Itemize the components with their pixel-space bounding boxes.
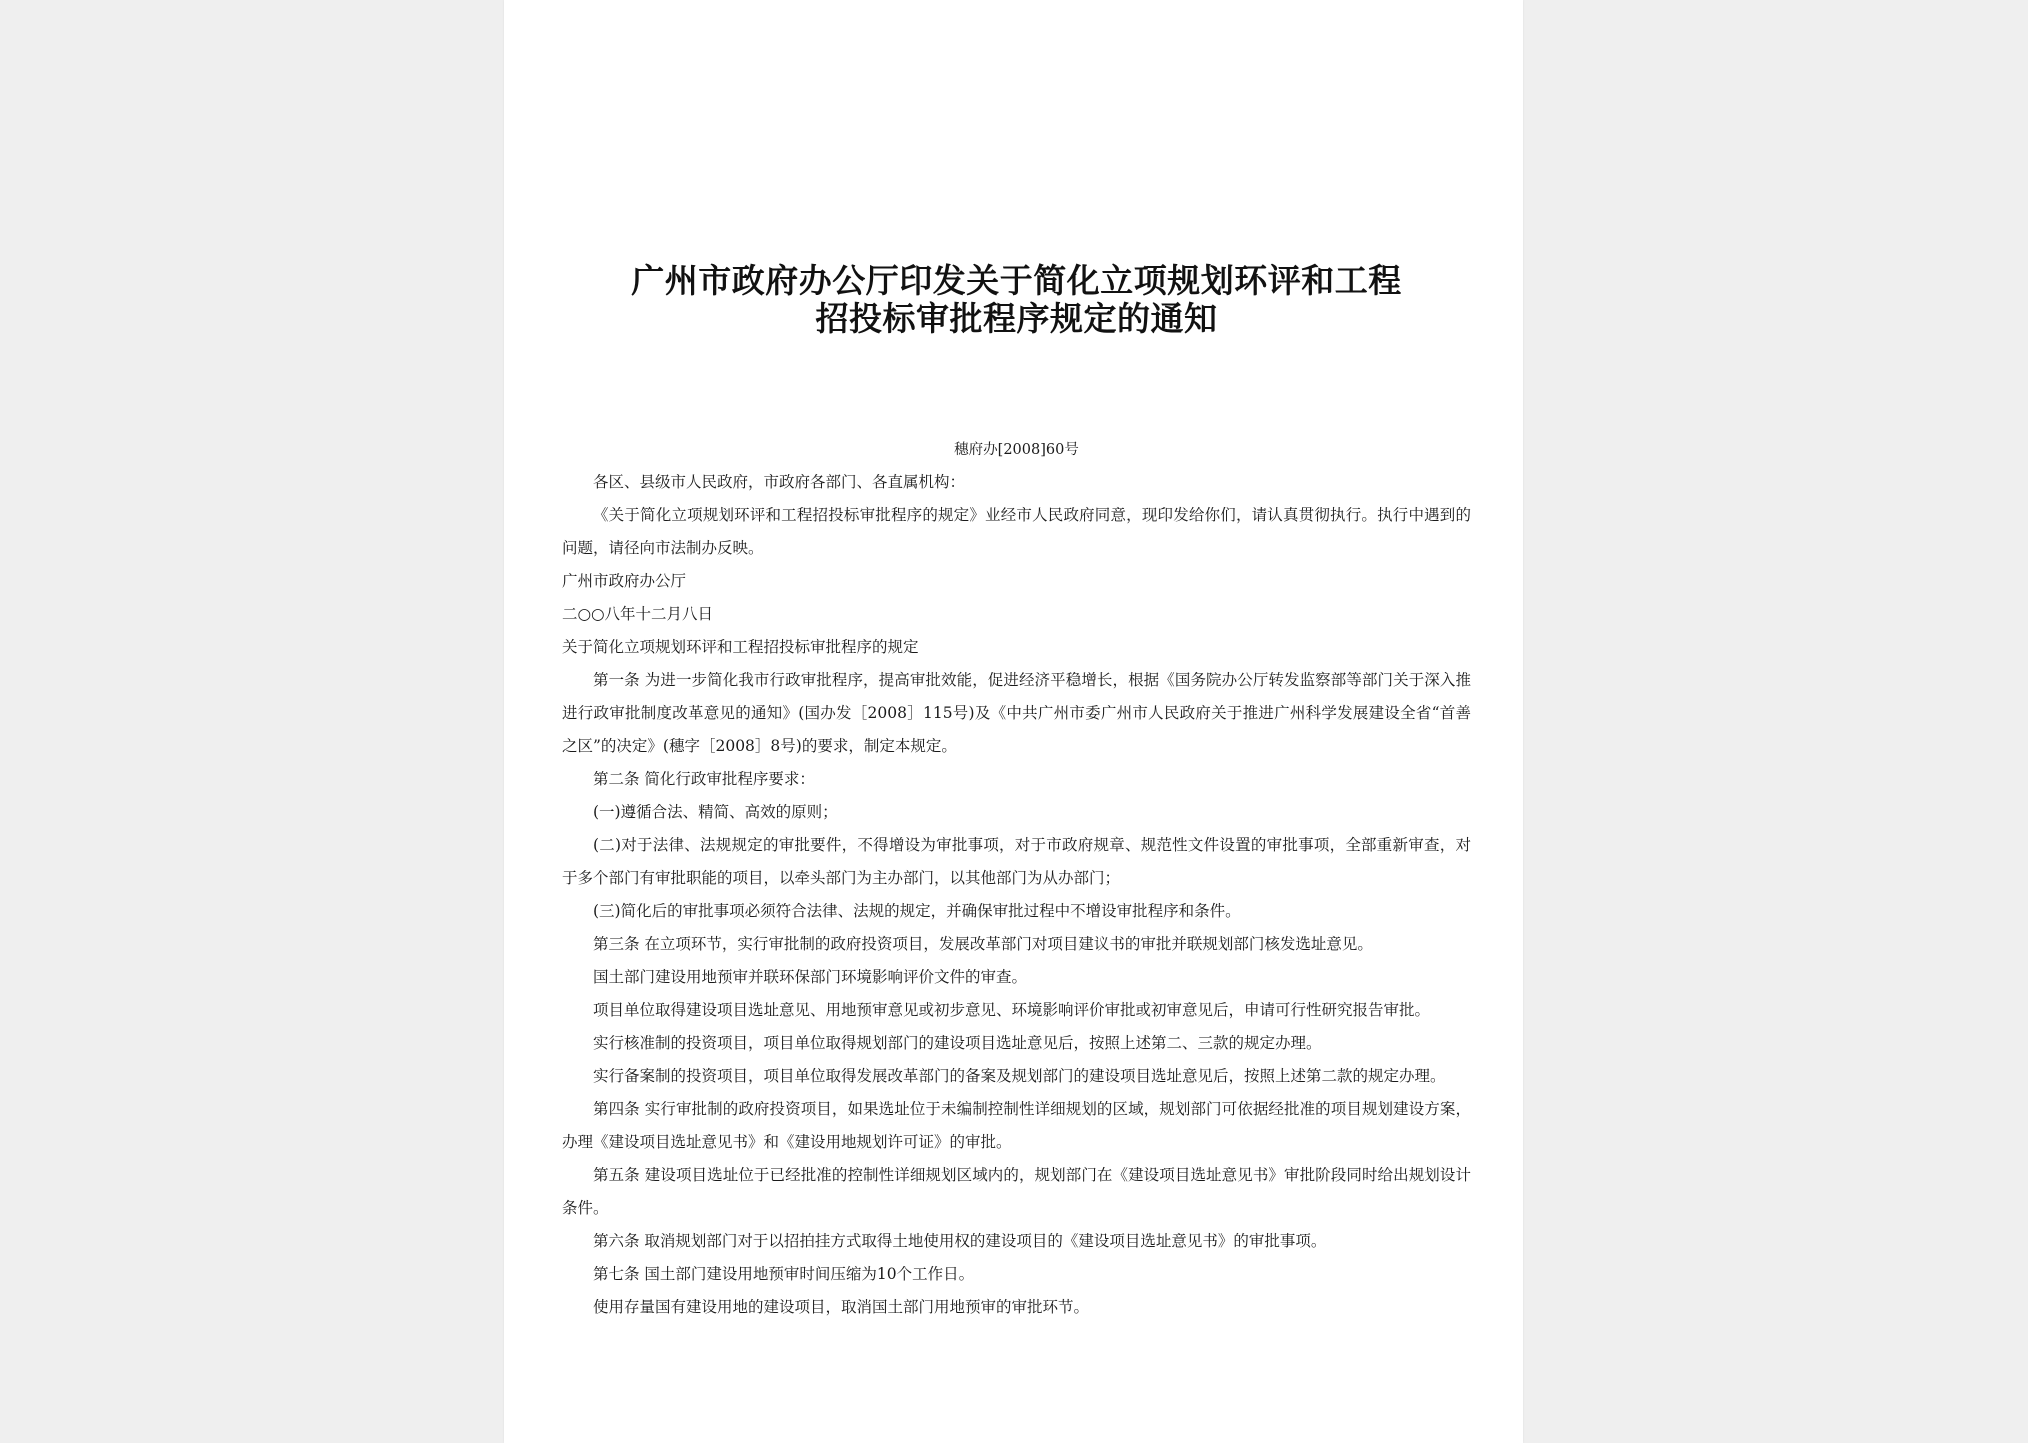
document-number: 穗府办[2008]60号 <box>954 442 1079 458</box>
title-line-2: 招投标审批程序规定的通知 <box>815 299 1218 338</box>
paragraph-article-2-item-1: (一)遵循合法、精简、高效的原则； <box>593 803 838 821</box>
addressee: 各区、县级市人民政府，市政府各部门、各直属机构： <box>593 473 966 491</box>
paragraph-article-1: 第一条 为进一步简化我市行政审批程序，提高审批效能，促进经济平稳增长，根据《国务院办公厅转发监察部等部门关于深入推进行政审批制度改革意见的通知》(国办发［2008］115号)及《中共广州市委广州市人民政府关于推进广州科学发展建设全省“首善之区”的决定》(穗字［2008］8号)的要求，制定本规定。 <box>562 671 1471 755</box>
paragraph-article-7-clause-2: 使用存量国有建设用地的建设项目，取消国土部门用地预审的审批环节。 <box>593 1298 1090 1316</box>
document-page <box>504 0 1523 1443</box>
paragraph-article-2-item-3: (三)简化后的审批事项必须符合法律、法规的规定，并确保审批过程中不增设审批程序和条件。 <box>593 902 1241 920</box>
issue-date: 二○○八年十二月八日 <box>562 605 714 623</box>
paragraph-article-2: 第二条 简化行政审批程序要求： <box>593 770 815 788</box>
paragraph-article-6: 第六条 取消规划部门对于以招拍挂方式取得土地使用权的建设项目的《建设项目选址意见书》的审批事项。 <box>593 1232 1327 1250</box>
paragraph-article-3-clause-2: 国土部门建设用地预审并联环保部门环境影响评价文件的审查。 <box>593 968 1028 986</box>
paragraph-article-3-clause-3: 项目单位取得建设项目选址意见、用地预审意见或初步意见、环境影响评价审批或初审意见后，申请可行性研究报告审批。 <box>593 1001 1431 1019</box>
document-body <box>562 466 1471 1324</box>
issuer: 广州市政府办公厅 <box>562 572 687 590</box>
title-line-1: 广州市政府办公厅印发关于简化立项规划环评和工程 <box>631 261 1402 300</box>
paragraph-article-2-item-2: (二)对于法律、法规规定的审批要件，不得增设为审批事项，对于市政府规章、规范性文件设置的审批事项，全部重新审查，对于多个部门有审批职能的项目，以牵头部门为主办部门，以其他部门为从办部门； <box>562 836 1471 887</box>
paragraph-article-3-clause-5: 实行备案制的投资项目，项目单位取得发展改革部门的备案及规划部门的建设项目选址意见后，按照上述第二款的规定办理。 <box>593 1067 1446 1085</box>
intro-paragraph: 《关于简化立项规划环评和工程招投标审批程序的规定》业经市人民政府同意，现印发给你们，请认真贯彻执行。执行中遇到的问题，请径向市法制办反映。 <box>562 506 1471 557</box>
paragraph-article-3-clause-4: 实行核准制的投资项目，项目单位取得规划部门的建设项目选址意见后，按照上述第二、三款的规定办理。 <box>593 1034 1322 1052</box>
document-title <box>562 262 1471 338</box>
paragraph-article-4: 第四条 实行审批制的政府投资项目，如果选址位于未编制控制性详细规划的区域，规划部门可依据经批准的项目规划建设方案，办理《建设项目选址意见书》和《建设用地规划许可证》的审批。 <box>562 1100 1471 1151</box>
paragraph-article-5: 第五条 建设项目选址位于已经批准的控制性详细规划区域内的，规划部门在《建设项目选址意见书》审批阶段同时给出规划设计条件。 <box>562 1166 1471 1217</box>
document-content <box>562 262 1471 1324</box>
regulation-title: 关于简化立项规划环评和工程招投标审批程序的规定 <box>562 638 919 656</box>
paragraph-article-3: 第三条 在立项环节，实行审批制的政府投资项目，发展改革部门对项目建议书的审批并联规划部门核发选址意见。 <box>593 935 1373 953</box>
paragraph-article-7: 第七条 国土部门建设用地预审时间压缩为10个工作日。 <box>593 1265 975 1283</box>
